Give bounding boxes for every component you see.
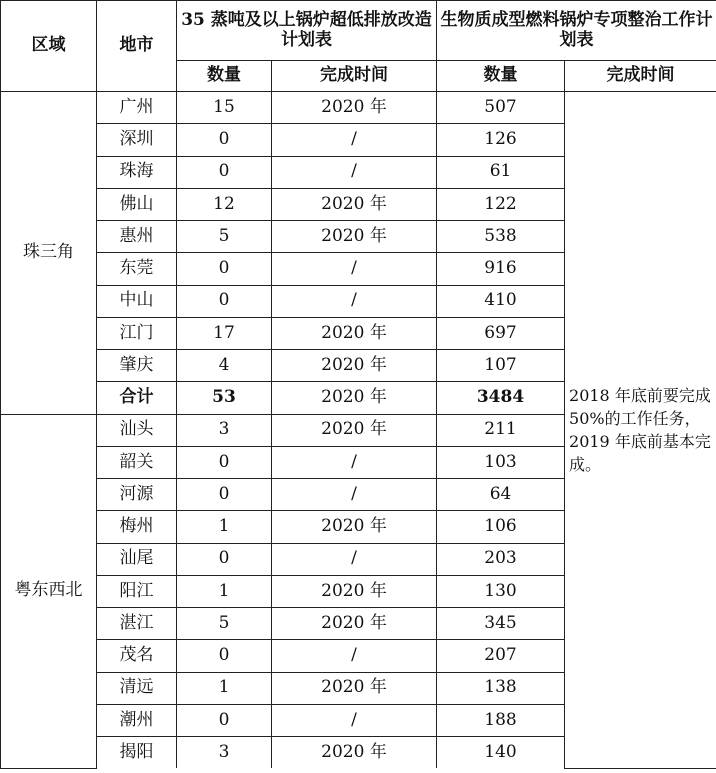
total-label: 合计 <box>97 382 177 414</box>
city-cell: 中山 <box>97 285 177 317</box>
count1-cell: 4 <box>177 350 272 382</box>
count2-cell: 61 <box>437 156 565 188</box>
city-cell: 江门 <box>97 317 177 349</box>
count1-cell: 5 <box>177 221 272 253</box>
count2-cell: 106 <box>437 511 565 543</box>
time1-cell: 2020 年 <box>272 350 437 382</box>
count2-cell: 140 <box>437 737 565 769</box>
city-cell: 梅州 <box>97 511 177 543</box>
count2-cell: 64 <box>437 479 565 511</box>
time1-cell: 2020 年 <box>272 188 437 220</box>
time1-cell: 2020 年 <box>272 221 437 253</box>
time1-cell: / <box>272 640 437 672</box>
count1-cell: 0 <box>177 446 272 478</box>
count2-cell: 126 <box>437 124 565 156</box>
header-count-1: 数量 <box>177 61 272 92</box>
time1-cell: 2020 年 <box>272 511 437 543</box>
count1-cell: 1 <box>177 575 272 607</box>
time1-cell: / <box>272 446 437 478</box>
count1-cell: 1 <box>177 511 272 543</box>
time1-cell: / <box>272 253 437 285</box>
city-cell: 揭阳 <box>97 737 177 769</box>
city-cell: 广州 <box>97 92 177 124</box>
city-cell: 韶关 <box>97 446 177 478</box>
count1-cell: 12 <box>177 188 272 220</box>
total-time1: 2020 年 <box>272 382 437 414</box>
count1-cell: 5 <box>177 608 272 640</box>
city-cell: 茂名 <box>97 640 177 672</box>
city-cell: 汕头 <box>97 414 177 446</box>
header-count-2: 数量 <box>437 61 565 92</box>
count2-cell: 207 <box>437 640 565 672</box>
city-cell: 东莞 <box>97 253 177 285</box>
count1-cell: 0 <box>177 124 272 156</box>
time1-cell: 2020 年 <box>272 737 437 769</box>
count1-cell: 15 <box>177 92 272 124</box>
count1-cell: 0 <box>177 640 272 672</box>
count2-cell: 410 <box>437 285 565 317</box>
header-region: 区域 <box>1 1 97 92</box>
city-cell: 湛江 <box>97 608 177 640</box>
count1-cell: 0 <box>177 156 272 188</box>
time1-cell: / <box>272 704 437 736</box>
city-cell: 阳江 <box>97 575 177 607</box>
city-cell: 佛山 <box>97 188 177 220</box>
count2-cell: 916 <box>437 253 565 285</box>
time1-cell: 2020 年 <box>272 608 437 640</box>
table-row <box>1 92 716 124</box>
header-time-2: 完成时间 <box>565 61 716 92</box>
time1-cell: / <box>272 156 437 188</box>
count2-cell: 211 <box>437 414 565 446</box>
city-cell: 河源 <box>97 479 177 511</box>
city-cell: 珠海 <box>97 156 177 188</box>
count1-cell: 0 <box>177 543 272 575</box>
time1-cell: / <box>272 543 437 575</box>
count1-cell: 0 <box>177 704 272 736</box>
count1-cell: 0 <box>177 253 272 285</box>
count2-cell: 122 <box>437 188 565 220</box>
time1-cell: 2020 年 <box>272 92 437 124</box>
count1-cell: 0 <box>177 479 272 511</box>
count1-cell: 17 <box>177 317 272 349</box>
count2-cell: 507 <box>437 92 565 124</box>
time1-cell: 2020 年 <box>272 672 437 704</box>
count2-cell: 138 <box>437 672 565 704</box>
total-count1: 53 <box>177 382 272 414</box>
count1-cell: 1 <box>177 672 272 704</box>
time1-cell: 2020 年 <box>272 575 437 607</box>
count1-cell: 3 <box>177 414 272 446</box>
header-city: 地市 <box>97 1 177 92</box>
count2-cell: 345 <box>437 608 565 640</box>
time1-cell: / <box>272 479 437 511</box>
count2-cell: 188 <box>437 704 565 736</box>
city-cell: 清远 <box>97 672 177 704</box>
city-cell: 潮州 <box>97 704 177 736</box>
city-cell: 汕尾 <box>97 543 177 575</box>
header-biomass-boiler-plan: 生物质成型燃料锅炉专项整治工作计划表 <box>437 1 716 61</box>
region-east-west-north: 粤东西北 <box>1 414 97 768</box>
city-cell: 肇庆 <box>97 350 177 382</box>
count2-cell: 538 <box>437 221 565 253</box>
count1-cell: 3 <box>177 737 272 769</box>
city-cell: 惠州 <box>97 221 177 253</box>
completion-plan-note: 2018 年底前要完成 50%的工作任务，2019 年底前基本完成。 <box>565 92 716 769</box>
header-time-1: 完成时间 <box>272 61 437 92</box>
city-cell: 深圳 <box>97 124 177 156</box>
time1-cell: 2020 年 <box>272 414 437 446</box>
count2-cell: 203 <box>437 543 565 575</box>
count2-cell: 103 <box>437 446 565 478</box>
time1-cell: 2020 年 <box>272 317 437 349</box>
count2-cell: 697 <box>437 317 565 349</box>
time1-cell: / <box>272 124 437 156</box>
count2-cell: 107 <box>437 350 565 382</box>
count2-cell: 130 <box>437 575 565 607</box>
total-count2: 3484 <box>437 382 565 414</box>
region-prd: 珠三角 <box>1 92 97 415</box>
count1-cell: 0 <box>177 285 272 317</box>
header-ultra-low-emission-plan: 35 蒸吨及以上锅炉超低排放改造计划表 <box>177 1 437 61</box>
time1-cell: / <box>272 285 437 317</box>
